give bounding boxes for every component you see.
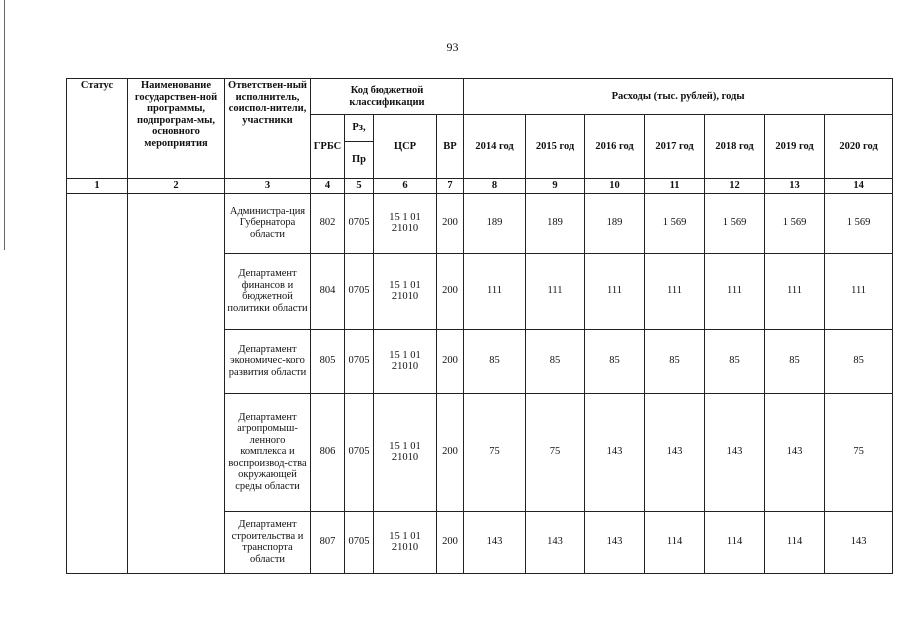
csr-cell [374, 393, 437, 511]
csr-cell [374, 329, 437, 393]
header-budget-code: Код бюджетной классификации [311, 79, 464, 115]
executor-cell: Департамент экономичес-кого развития области [225, 329, 311, 393]
value-cell: 189 [526, 193, 585, 253]
csr-line-2: 21010 [391, 542, 419, 554]
vr-cell: 200 [437, 329, 464, 393]
value-cell: 114 [765, 511, 825, 573]
value-cell: 85 [645, 329, 705, 393]
col-number: 3 [225, 179, 311, 194]
value-cell: 111 [705, 253, 765, 329]
value-cell: 143 [645, 393, 705, 511]
value-cell: 1 569 [645, 193, 705, 253]
executor-cell: Департамент финансов и бюджетной политики области [225, 253, 311, 329]
value-cell: 143 [825, 511, 893, 573]
csr-line-1: 15 1 01 [389, 530, 421, 542]
header-executor: Ответствен-ный исполнитель, соиспол-нители, участники [225, 79, 311, 179]
col-number: 4 [311, 179, 345, 194]
value-cell: 143 [705, 393, 765, 511]
grbs-cell: 804 [311, 253, 345, 329]
header-year-2014: 2014 год [464, 115, 526, 179]
col-number: 2 [128, 179, 225, 194]
header-year-2019: 2019 год [765, 115, 825, 179]
value-cell: 111 [825, 253, 893, 329]
col-number: 13 [765, 179, 825, 194]
header-grbs: ГРБС [311, 115, 345, 179]
status-cell [67, 193, 128, 573]
vr-cell: 200 [437, 511, 464, 573]
budget-table [66, 78, 893, 574]
value-cell: 189 [464, 193, 526, 253]
csr-line-2: 21010 [391, 291, 419, 303]
rzpr-cell: 0705 [345, 193, 374, 253]
csr-line-2: 21010 [391, 452, 419, 464]
header-year-2020: 2020 год [825, 115, 893, 179]
col-number: 8 [464, 179, 526, 194]
table-row [67, 193, 893, 253]
page-number: 93 [446, 40, 459, 54]
value-cell: 75 [464, 393, 526, 511]
value-cell: 111 [585, 253, 645, 329]
scan-edge [0, 0, 5, 250]
csr-line-1: 15 1 01 [389, 440, 421, 452]
col-number: 7 [437, 179, 464, 194]
col-number: 6 [374, 179, 437, 194]
value-cell: 114 [645, 511, 705, 573]
value-cell: 114 [705, 511, 765, 573]
grbs-cell: 805 [311, 329, 345, 393]
col-number: 9 [526, 179, 585, 194]
value-cell: 85 [464, 329, 526, 393]
value-cell: 75 [526, 393, 585, 511]
header-year-2015: 2015 год [526, 115, 585, 179]
value-cell: 111 [526, 253, 585, 329]
col-number: 10 [585, 179, 645, 194]
rzpr-cell: 0705 [345, 329, 374, 393]
header-pr: Пр [345, 142, 374, 179]
value-cell: 111 [645, 253, 705, 329]
col-number: 14 [825, 179, 893, 194]
rzpr-cell: 0705 [345, 393, 374, 511]
csr-line-1: 15 1 01 [389, 349, 421, 361]
value-cell: 143 [526, 511, 585, 573]
grbs-cell: 806 [311, 393, 345, 511]
csr-cell [374, 511, 437, 573]
value-cell: 85 [585, 329, 645, 393]
header-year-2017: 2017 год [645, 115, 705, 179]
csr-cell [374, 193, 437, 253]
executor-cell: Администра-ция Губернатора области [225, 193, 311, 253]
value-cell: 85 [765, 329, 825, 393]
value-cell: 1 569 [765, 193, 825, 253]
value-cell: 143 [585, 511, 645, 573]
csr-line-1: 15 1 01 [389, 211, 421, 223]
vr-cell: 200 [437, 393, 464, 511]
header-year-2016: 2016 год [585, 115, 645, 179]
value-cell: 85 [705, 329, 765, 393]
value-cell: 85 [526, 329, 585, 393]
rzpr-cell: 0705 [345, 253, 374, 329]
name-cell [128, 193, 225, 573]
header-expenses: Расходы (тыс. рублей), годы [464, 79, 893, 115]
grbs-cell: 802 [311, 193, 345, 253]
header-name: Наименование государствен-ной программы, подпрограм-мы, основного мероприятия [128, 79, 225, 179]
col-number: 11 [645, 179, 705, 194]
header-year-2018: 2018 год [705, 115, 765, 179]
header-csr: ЦСР [374, 115, 437, 179]
grbs-cell: 807 [311, 511, 345, 573]
value-cell: 189 [585, 193, 645, 253]
value-cell: 143 [765, 393, 825, 511]
col-number: 1 [67, 179, 128, 194]
executor-cell: Департамент строительства и транспорта области [225, 511, 311, 573]
executor-cell: Департамент агропромыш-ленного комплекса и воспроизвод-ства окружающей среды области [225, 393, 311, 511]
csr-line-1: 15 1 01 [389, 279, 421, 291]
header-vr: ВР [437, 115, 464, 179]
rzpr-cell: 0705 [345, 511, 374, 573]
csr-cell [374, 253, 437, 329]
value-cell: 1 569 [825, 193, 893, 253]
value-cell: 111 [765, 253, 825, 329]
vr-cell: 200 [437, 253, 464, 329]
value-cell: 75 [825, 393, 893, 511]
column-number-row [67, 179, 893, 194]
csr-line-2: 21010 [391, 223, 419, 235]
vr-cell: 200 [437, 193, 464, 253]
col-number: 5 [345, 179, 374, 194]
header-status: Статус [67, 79, 128, 179]
value-cell: 143 [585, 393, 645, 511]
value-cell: 143 [464, 511, 526, 573]
col-number: 12 [705, 179, 765, 194]
value-cell: 85 [825, 329, 893, 393]
header-rz: Рз, [345, 115, 374, 142]
value-cell: 1 569 [705, 193, 765, 253]
csr-line-2: 21010 [391, 361, 419, 373]
value-cell: 111 [464, 253, 526, 329]
